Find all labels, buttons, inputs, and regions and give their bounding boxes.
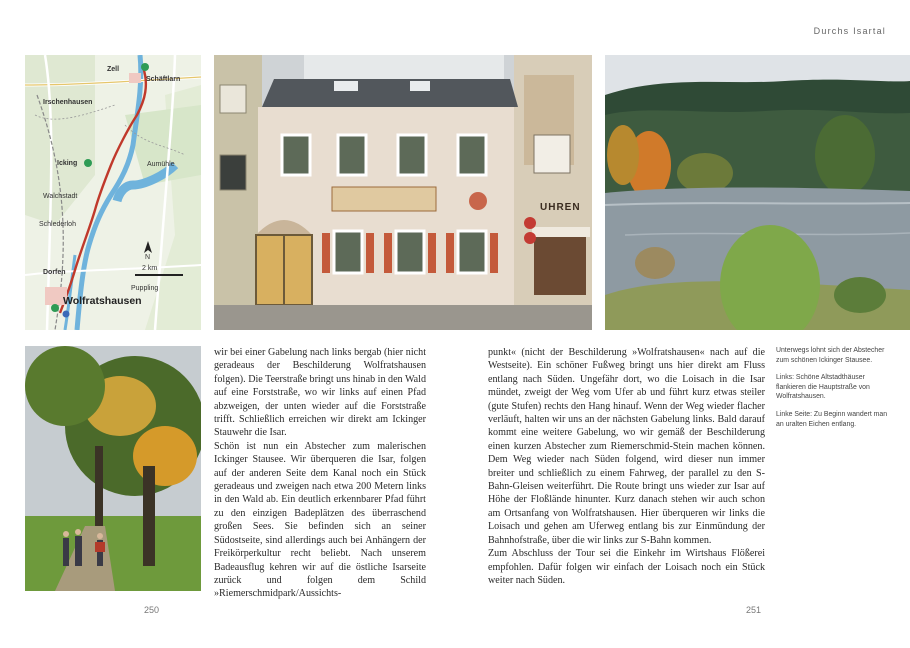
stausee-photo bbox=[605, 55, 910, 330]
paragraph: wir bei einer Gabelung nach links bergab (hier nicht geradeaus der Beschilderung Wolfratshausen folgen). Die Teerstraße bringt uns hinab in den Wald auf eine Forststraße, wo wir links auf einen Pfad abzweigen, der unten wieder auf die Forststraße trifft. Schließlich erreichen wir direkt am Ickinger Stauwehr die Isar. bbox=[214, 347, 426, 439]
map-label-walchstadt: Walchstadt bbox=[43, 193, 78, 200]
body-text-left-column bbox=[214, 346, 426, 601]
page-number-left: 250 bbox=[144, 605, 160, 615]
map-label-zell: Zell bbox=[107, 66, 120, 73]
map-label-icking: Icking bbox=[57, 160, 78, 167]
page-number-right: 251 bbox=[746, 605, 762, 615]
map-north-label: N bbox=[145, 254, 151, 261]
map-label-aumuehle: Aumühle bbox=[147, 161, 175, 168]
running-head: Durchs Isartal bbox=[813, 26, 886, 36]
map-scale-label: 2 km bbox=[142, 265, 158, 272]
map-label-wolfratshausen: Wolfratshausen bbox=[63, 295, 142, 307]
route-map bbox=[25, 55, 201, 330]
oak-trees-walkers-graphic bbox=[25, 346, 201, 591]
paragraph: Zum Abschluss der Tour sei die Einkehr im Wirtshaus Flößerei empfohlen. Dafür folgen wir einfach der Loisach noch ein Stück weiter nach Süden. bbox=[488, 548, 765, 586]
caption-stausee: Unterwegs lohnt sich der Abstecher zum schönen Ickinger Stausee. bbox=[776, 347, 885, 364]
oak-trees-walkers-photo bbox=[25, 346, 201, 591]
old-town-house-photo bbox=[214, 55, 592, 330]
caption-old-town: Links: Schöne Altstadthäuser flankieren die Hauptstraße von Wolfratshausen. bbox=[776, 374, 870, 401]
map-label-schlederloh: Schlederloh bbox=[39, 221, 76, 228]
map-label-puppling: Puppling bbox=[131, 285, 159, 292]
stausee-graphic bbox=[605, 55, 910, 330]
paragraph: Schön ist nun ein Abstecher zum malerischen Ickinger Stausee. Wir überqueren die Isar, folgen auf der anderen Seite dem Kanal noch ein Stück geradeaus und zweigen nach etwa 200 Metern links in den Wald ab. Ein deutlich erkennbarer Pfad führt zu den einzigen Badeplätzen des überraschend großen Sees. Sie befinden sich an seiner Südostseite, sind allerdings auch bei Anhängern der Freikörperkultur recht beliebt. Nach unserem Badeausflug kehren wir auf die östliche Isarseite zurück und folgen dem Schild »Riemerschmidpark/Aussichts- bbox=[214, 440, 426, 600]
paragraph: punkt« (nicht der Beschilderung »Wolfratshausen« nach auf die Westseite). Ein schöner Fußweg bringt uns hier direkt am Fluss entlang nach Süden. Ungefähr dort, wo die Loisach in die Isar mündet, zweigt der Weg vom Ufer ab und führt kurz etwas steiler (gute Stufen) rechts den Hang hinauf. Wenn der Weg wieder flacher verläuft, halten wir uns an der nächsten Gabelung links. Bald darauf kommt eine weitere Gabelung, wo wir gemäß der Beschilderung einen kurzen Abstecher zum Riemerschmid-Stein machen können. Dem Weg wieder nach Süden folgend, wird dieser nun immer breiter und schließlich zu einem Fahrweg, der parallel zu den S-Bahn-Gleisen weiterführt. Die Route bringt uns wieder zur Isar auf Höhe der Floßlände hinunter. Kurz danach stehen wir auch schon am Ortsanfang von Wolfratshausen. Hier überqueren wir links die Loisach und gehen am Uferweg entlang bis zur Einmündung der Bahnhofstraße, über die wir links zur S-Bahn kommen. bbox=[488, 347, 765, 546]
shop-sign-uhren: UHREN bbox=[540, 202, 581, 213]
map-label-dorfen: Dorfen bbox=[43, 269, 66, 276]
map-label-irschenhausen: Irschenhausen bbox=[43, 99, 93, 106]
old-town-house-graphic bbox=[214, 55, 592, 330]
caption-oak-trees: Linke Seite: Zu Beginn wandert man an uralten Eichen entlang. bbox=[776, 410, 888, 428]
body-text-right-column bbox=[488, 346, 765, 587]
photo-captions bbox=[776, 346, 894, 437]
map-label-schaeftlarn: Schäftlarn bbox=[146, 76, 181, 83]
